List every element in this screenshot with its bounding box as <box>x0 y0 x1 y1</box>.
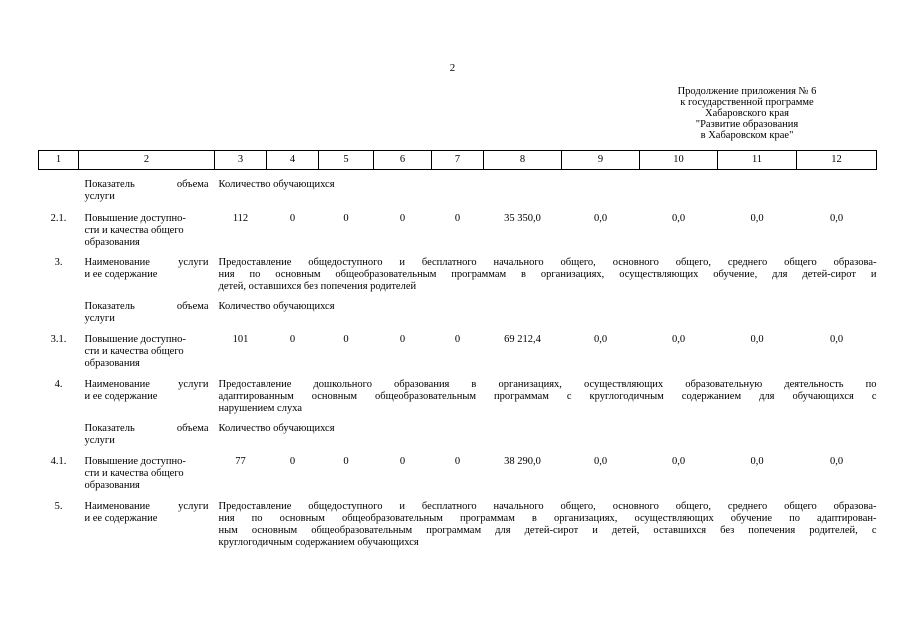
row-label: Наименование <box>84 501 150 512</box>
cell-value: 101 <box>232 334 249 345</box>
table-row <box>39 447 877 492</box>
table-row <box>39 415 877 447</box>
column-header: 8 <box>484 151 562 170</box>
row-label: образования <box>84 358 140 369</box>
cell-value: 0 <box>289 334 296 345</box>
cell-value: 0 <box>454 334 461 345</box>
service-description: ным основным общеобразовательным программам для детей-сирот и детей, оставшихся без попечения родителей, с <box>218 525 877 536</box>
cell-value: 0,0 <box>671 456 686 467</box>
row-label: сти и качества общего <box>84 468 184 479</box>
indicator-label: объема <box>176 423 209 434</box>
page-number: 2 <box>449 62 456 74</box>
table-row <box>39 492 877 549</box>
row-number: 3.1. <box>50 334 67 345</box>
service-description: ния по основным общеобразовательным программам в организациях, осуществляющих обучение по адаптирован- <box>218 513 877 524</box>
column-header: 10 <box>640 151 718 170</box>
cell-value: 0 <box>343 334 349 345</box>
indicator-value: Количество обучающихся <box>218 423 335 434</box>
cell-value: 0,0 <box>593 213 608 224</box>
service-description: адаптированным основным общеобразовательным программам с круглогодичным содержанием для обучающихся с <box>218 391 877 402</box>
column-header: 5 <box>319 151 374 170</box>
service-description: Предоставление общедоступного и бесплатного начального общего, основного общего, среднего общего образова- <box>218 257 877 268</box>
service-description: Предоставление дошкольного образования в организациях, осуществляющих образовательную деятельность по <box>218 379 877 390</box>
row-number: 4.1. <box>50 456 67 467</box>
cell-value: 0 <box>454 456 461 467</box>
appendix-line: Продолжение приложения № 6 <box>677 86 817 97</box>
row-label: и ее содержание <box>84 391 158 402</box>
column-header: 4 <box>267 151 319 170</box>
column-header: 3 <box>215 151 267 170</box>
indicator-label: услуги <box>84 313 115 324</box>
cell-value: 0 <box>289 213 296 224</box>
column-header: 7 <box>432 151 484 170</box>
column-header: 1 <box>39 151 79 170</box>
service-description: ния по основным общеобразовательным программам в организациях, осуществляющих обучение, для детей-сирот и <box>218 269 877 280</box>
cell-value: 0,0 <box>593 456 608 467</box>
column-header: 11 <box>718 151 797 170</box>
row-label: Повышение доступно- <box>84 213 186 224</box>
cell-value: 0,0 <box>671 213 686 224</box>
cell-value: 0,0 <box>750 456 764 467</box>
row-label: и ее содержание <box>84 269 158 280</box>
cell-value: 77 <box>235 456 246 467</box>
row-number: 5. <box>54 501 63 512</box>
row-label: услуги <box>178 501 209 512</box>
cell-value: 0 <box>343 213 349 224</box>
row-label: Наименование <box>84 257 150 268</box>
column-header: 12 <box>797 151 877 170</box>
service-description: нарушением слуха <box>218 403 302 414</box>
indicator-label: услуги <box>84 435 115 446</box>
table-row <box>39 293 877 325</box>
column-header: 9 <box>562 151 640 170</box>
table-header-row <box>39 151 877 170</box>
row-number: 4. <box>54 379 63 390</box>
row-label: услуги <box>178 257 209 268</box>
cell-value: 35 350,0 <box>504 213 541 224</box>
cell-value: 0,0 <box>750 213 764 224</box>
row-label: сти и качества общего <box>84 346 184 357</box>
indicator-value: Количество обучающихся <box>218 179 335 190</box>
cell-value: 0,0 <box>829 456 844 467</box>
service-description: Предоставление общедоступного и бесплатного начального общего, основного общего, среднего общего образова- <box>218 501 877 512</box>
cell-value: 0,0 <box>829 213 844 224</box>
row-label: образования <box>84 480 140 491</box>
row-label: Повышение доступно- <box>84 334 186 345</box>
cell-value: 38 290,0 <box>504 456 541 467</box>
indicator-label: Показатель <box>84 423 135 434</box>
indicator-label: услуги <box>84 191 115 202</box>
cell-value: 0,0 <box>750 334 764 345</box>
appendix-line: "Развитие образования <box>695 119 799 130</box>
indicator-label: объема <box>176 179 209 190</box>
indicator-label: объема <box>176 301 209 312</box>
cell-value: 0 <box>343 456 349 467</box>
cell-value: 0 <box>399 456 406 467</box>
cell-value: 0 <box>454 213 461 224</box>
table-row <box>39 249 877 293</box>
indicator-label: Показатель <box>84 301 135 312</box>
table-row <box>39 370 877 415</box>
cell-value: 0,0 <box>593 334 608 345</box>
indicator-label: Показатель <box>84 179 135 190</box>
row-label: и ее содержание <box>84 513 158 524</box>
row-label: Повышение доступно- <box>84 456 186 467</box>
appendix-line: к государственной программе <box>680 97 814 108</box>
row-label: образования <box>84 237 140 248</box>
row-number: 3. <box>54 257 63 268</box>
row-label: сти и качества общего <box>84 225 184 236</box>
cell-value: 0 <box>399 213 406 224</box>
appendix-line: в Хабаровском крае" <box>700 130 794 141</box>
program-table <box>38 150 877 549</box>
row-label: услуги <box>178 379 209 390</box>
cell-value: 0,0 <box>829 334 844 345</box>
appendix-caption <box>627 86 867 141</box>
indicator-value: Количество обучающихся <box>218 301 335 312</box>
row-number: 2.1. <box>50 213 67 224</box>
cell-value: 0,0 <box>671 334 686 345</box>
cell-value: 0 <box>399 334 406 345</box>
column-header: 6 <box>374 151 432 170</box>
service-description: круглогодичным содержанием обучающихся <box>218 537 419 548</box>
row-label: Наименование <box>84 379 150 390</box>
table-row <box>39 203 877 249</box>
table-row <box>39 325 877 370</box>
appendix-line: Хабаровского края <box>705 108 789 119</box>
table-row <box>39 170 877 204</box>
cell-value: 0 <box>289 456 296 467</box>
cell-value: 112 <box>232 213 249 224</box>
column-header: 2 <box>79 151 215 170</box>
service-description: детей, оставшихся без попечения родителей <box>218 281 417 292</box>
cell-value: 69 212,4 <box>504 334 541 345</box>
